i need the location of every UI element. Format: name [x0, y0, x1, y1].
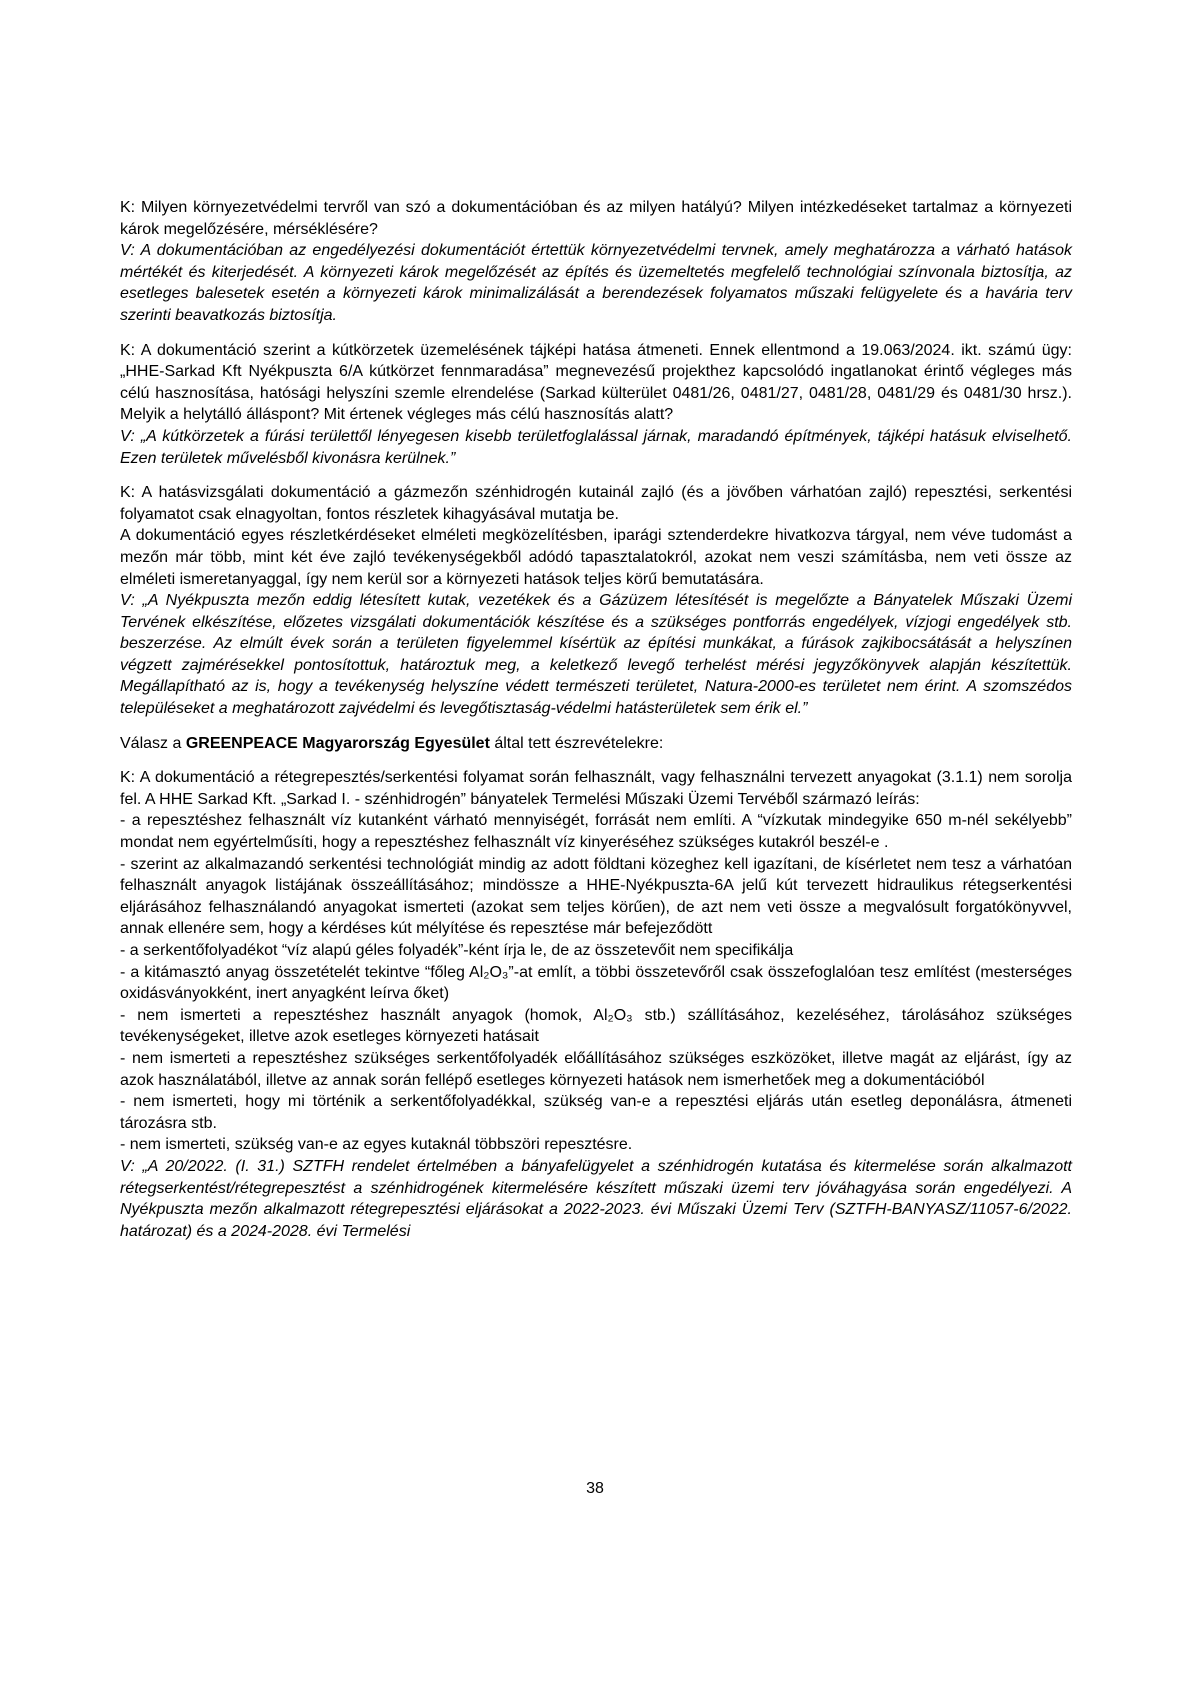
question-paragraph [120, 525, 1072, 590]
question-paragraph [120, 940, 1072, 962]
document-body [120, 197, 1072, 1242]
answer-paragraph [120, 1156, 1072, 1242]
question-paragraph [120, 1091, 1072, 1134]
text-run: - a repesztéshez felhasznált víz kutanként várható mennyiségét, forrását nem említi. A “vízkutak mindegyike 650 m-nél sekélyebb” mondat nem egyértelműsíti, hogy a repesztéshez felhasznált víz kinyeréséhez szükséges kutakról beszél-e . [120, 812, 1072, 852]
text-run: A dokumentáció egyes részletkérdéseket elméleti megközelítésben, iparági sztenderdekre hivatkozva tárgyal, nem véve tudomást a mezőn már több, mint két éve zajló tevékenységekből adódó tapasztalatokról, azokat nem veszi számításba, nem veti össze az elméleti ismeretanyaggal, így nem kerül sor a környezeti hatások teljes körű bemutatására. [120, 527, 1072, 588]
question-paragraph [120, 810, 1072, 853]
answer-paragraph [120, 426, 1072, 469]
text-run: K: Milyen környezetvédelmi tervről van szó a dokumentációban és az milyen hatályú? Milyen intézkedéseket tartalmaz a környezeti károk megelőzésére, mérséklésére? [120, 199, 1072, 238]
question-paragraph [120, 1134, 1072, 1156]
text-run: - a serkentőfolyadékot “víz alapú géles folyadék”-ként írja le, de az összetevőit nem specifikálja [120, 942, 794, 959]
text-run: által tett észrevételekre: [489, 734, 664, 752]
answer-paragraph [120, 240, 1072, 326]
text-run: K: A dokumentáció a rétegrepesztés/serkentési folyamat során felhasznált, vagy felhasználni tervezett anyagokat (3.1.1) nem sorolja fel. A HHE Sarkad Kft. „Sarkad I. - szénhidrogén” bányatelek Termelési Műszaki Üzemi Tervéből származó leírás: [120, 769, 1072, 808]
text-run: V: „A kútkörzetek a fúrási területtől lényegesen kisebb területfoglalással járnak, maradandó építmények, tájképi hatásuk elviselhető. Ezen területek művelésből kivonásra kerülnek.” [120, 427, 1072, 467]
organization-name: GREENPEACE Magyarország Egyesület [185, 734, 490, 752]
text-run: - nem ismerteti a repesztéshez használt anyagok (homok, Al₂O₃ stb.) szállításához, kezeléséhez, tárolásához szükséges tevékenységeket, illetve azok esetleges környezeti hatásait [120, 1006, 1072, 1046]
question-paragraph [120, 962, 1072, 1005]
answer-paragraph [120, 590, 1072, 720]
text-run: - nem ismerteti, hogy mi történik a serkentőfolyadékkal, szükség van-e a repesztési eljárás után esetleg deponálásra, átmeneti tározásra stb. [120, 1093, 1072, 1132]
question-paragraph [120, 482, 1072, 525]
question-paragraph [120, 854, 1072, 940]
text-run: V: „A Nyékpuszta mezőn eddig létesített kutak, vezetékek és a Gázüzem létesítését is megelőzte a Bányatelek Műszaki Üzemi Tervének elkészítése, előzetes vizsgálati dokumentációk készítése és a szükséges pontforrás engedélyek, vízjogi engedélyek stb. beszerzése. Az elmúlt évek során a területen figyelemmel kísértük az építési munkákat, a fúrások zajkibocsátását a helyszínen végzett zajmérésekkel pontosítottuk, határoztuk meg, a keletkező levegő terhelést mérési jegyzőkönyvek alapján készítettük. Megállapítható az is, hogy a tevékenység helyszíne védett természeti területet, Natura-2000-es területet nem érint. A szomszédos településeket a meghatározott zajvédelmi és levegőtisztaság-védelmi hatásterületek sem érik el.” [120, 592, 1072, 718]
text-run: V: „A 20/2022. (I. 31.) SZTFH rendelet értelmében a bányafelügyelet a szénhidrogén kutatása és kitermelése során alkalmazott rétegserkentést/rétegrepesztést a szénhidrogének kitermelésére készített műszaki üzemi terv jóváhagyása során engedélyezi. A Nyékpuszta mezőn alkalmazott rétegrepesztési eljárásokat a 2022-2023. évi Műszaki Üzemi Terv (SZTFH-BANYASZ/11057-6/2022. határozat) és a 2024-2028. évi Termelési [120, 1157, 1072, 1240]
text-run: - szerint az alkalmazandó serkentési technológiát mindig az adott földtani közeghez kell igazítani, de kísérletet nem tesz a várhatóan felhasznált anyagok listájának összeállításához; mindössze a HHE-Nyékpuszta-6A jelű kút tervezett hidraulikus rétegserkentési eljárásához felhasználandó anyagokat ismerteti (azokat sem teljes körűen), de azt nem veti össze a megvalósult forgatókönyvvel, annak ellenére sem, hogy a kérdéses kút mélyítése és repesztése már befejeződött [120, 855, 1072, 938]
question-paragraph [120, 340, 1072, 426]
response-heading [120, 733, 1072, 755]
page-number: 38 [586, 1480, 604, 1497]
question-paragraph [120, 1048, 1072, 1091]
text-run: V: A dokumentációban az engedélyezési dokumentációt értettük környezetvédelmi tervnek, amely meghatározza a várható hatások mértékét és kiterjedését. A környezeti károk megelőzését az építés és üzemeltetés megfelelő technológiai színvonala biztosítja, az esetleges balesetek esetén a környezeti károk minimalizálását a berendezések folyamatos műszaki felügyelete és a havária terv szerinti beavatkozás biztosítja. [120, 242, 1072, 324]
question-paragraph [120, 767, 1072, 810]
text-run: - nem ismerteti, szükség van-e az egyes kutaknál többszöri repesztésre. [120, 1136, 633, 1154]
question-paragraph [120, 197, 1072, 240]
text-run: Válasz a [120, 734, 186, 752]
text-run: K: A hatásvizsgálati dokumentáció a gázmezőn szénhidrogén kutainál zajló (és a jövőben várhatóan zajló) repesztési, serkentési folyamatot csak elnagyoltan, fontos részletek kihagyásával mutatja be. [120, 484, 1072, 523]
question-paragraph [120, 1005, 1072, 1048]
text-run: K: A dokumentáció szerint a kútkörzetek üzemelésének tájképi hatása átmeneti. Ennek ellentmond a 19.063/2024. ikt. számú ügy: „HHE-Sarkad Kft Nyékpuszta 6/A kútkörzet fennmaradása” megnevezésű projekthez kapcsolódó ingatlanokat érintő végleges más célú hasznosítása, hatósági helyszíni szemle elrendelése (Sarkad külterület 0481/26, 0481/27, 0481/28, 0481/29 és 0481/30 hrsz.). Melyik a helytálló álláspont? Mit értenek végleges más célú hasznosítás alatt? [120, 341, 1072, 424]
text-run: - nem ismerteti a repesztéshez szükséges serkentőfolyadék előállításához szükséges eszközöket, illetve magát az eljárást, így az azok használatából, illetve az annak során fellépő esetleges környezeti hatások nem ismerhetőek meg a dokumentációból [120, 1049, 1072, 1089]
text-run: - a kitámasztó anyag összetételét tekintve “főleg Al₂O₃”-at említ, a többi összetevőről csak összefoglalóan tesz említést (mesterséges oxidásványokként, inert anyagként leírva őket) [120, 963, 1072, 1003]
